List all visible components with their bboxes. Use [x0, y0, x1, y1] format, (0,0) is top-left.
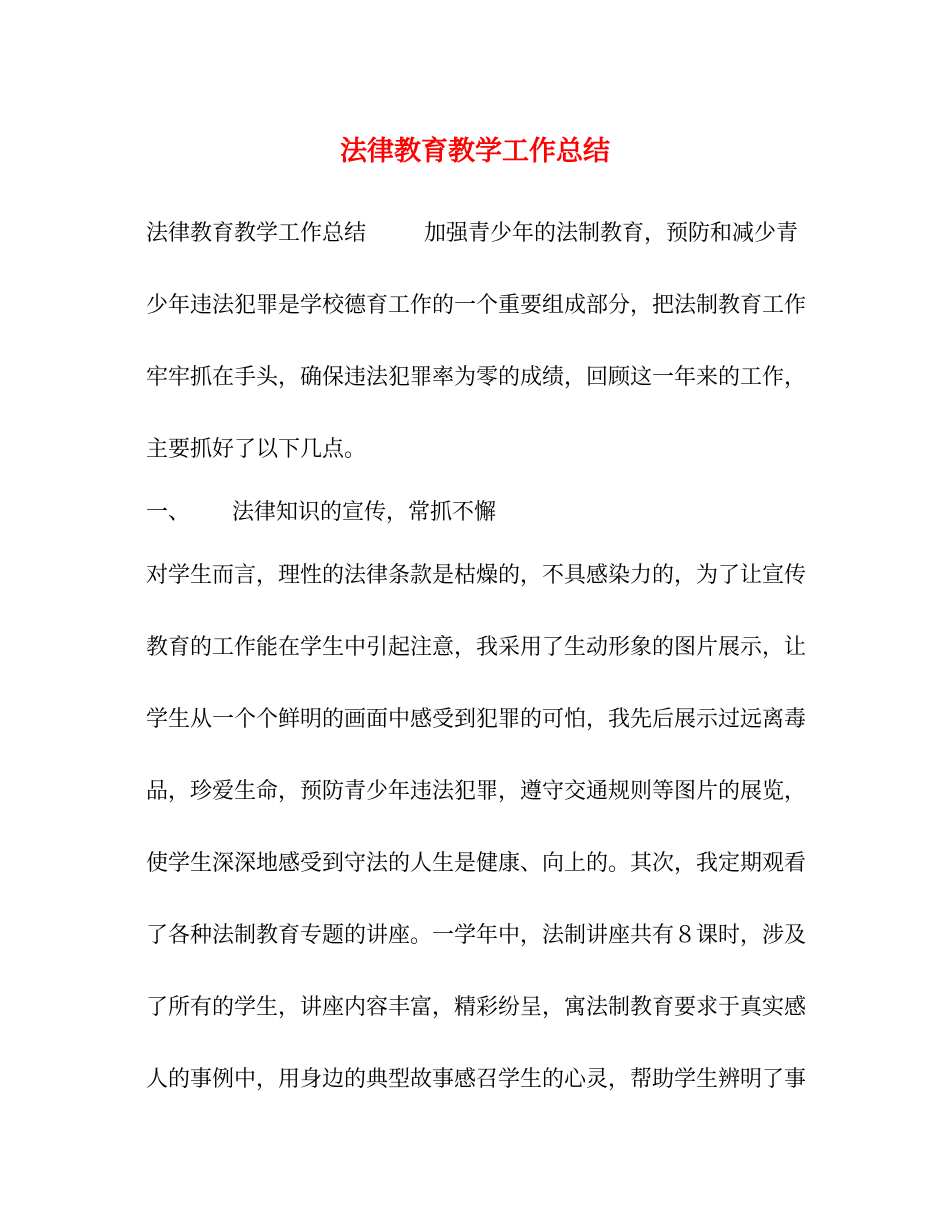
paragraph-line: 对学生而言，理性的法律条款是枯燥的，不具感染力的，为了让宣传	[146, 563, 807, 588]
paragraph-line	[146, 218, 806, 250]
paragraph-line: 使学生深深地感受到守法的人生是健康、向上的。其次，我定期观看	[146, 851, 807, 876]
paragraph-line: 人的事例中，用身边的典型故事感召学生的心灵，帮助学生辨明了事	[146, 1067, 807, 1092]
section-heading-text: 法律知识的宣传，常抓不懈	[232, 500, 497, 525]
paragraph-line: 学生从一个个鲜明的画面中感受到犯罪的可怕，我先后展示过远离毒	[146, 707, 807, 732]
intro-label: 法律教育教学工作总结	[146, 221, 367, 246]
document-title: 法律教育教学工作总结	[340, 136, 610, 167]
paragraph-line: 品，珍爱生命，预防青少年违法犯罪，遵守交通规则等图片的展览，	[146, 779, 807, 804]
paragraph-line: 了各种法制教育专题的讲座。一学年中，法制讲座共有８课时，涉及	[146, 923, 807, 948]
paragraph-line: 教育的工作能在学生中引起注意，我采用了生动形象的图片展示，让	[146, 635, 807, 660]
section-number: 一、	[146, 500, 191, 525]
section-heading	[146, 497, 806, 529]
paragraph-line: 少年违法犯罪是学校德育工作的一个重要组成部分，把法制教育工作	[146, 293, 807, 318]
paragraph-line: 牢牢抓在手头，确保违法犯罪率为零的成绩，回顾这一年来的工作，	[146, 365, 807, 390]
paragraph-line: 了所有的学生，讲座内容丰富，精彩纷呈，寓法制教育要求于真实感	[146, 995, 807, 1020]
paragraph-text: 加强青少年的法制教育，预防和减少青	[424, 221, 799, 246]
paragraph-line: 主要抓好了以下几点。	[146, 437, 367, 462]
